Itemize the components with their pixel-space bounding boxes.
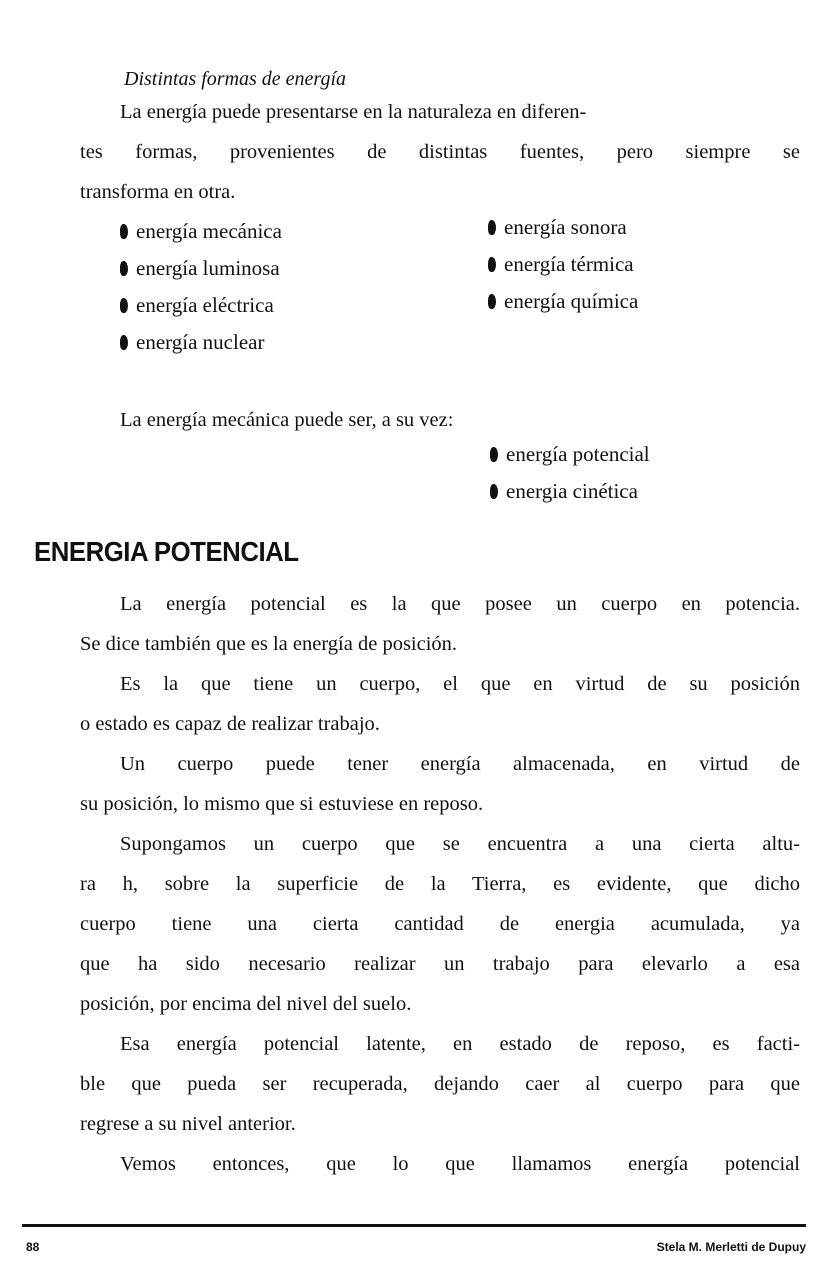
line-text: que ha sido necesario realizar un trabajo para elevarlo a esa	[80, 953, 800, 975]
list-item	[490, 473, 650, 510]
line-text: cuerpo tiene una cierta cantidad de energia acumulada, ya	[80, 913, 800, 935]
line-text: Supongamos un cuerpo que se encuentra a una cierta altu-	[120, 833, 800, 855]
list-item-label: energía eléctrica	[136, 293, 274, 317]
bullet-icon	[120, 335, 128, 350]
bullet-icon	[490, 484, 498, 499]
line	[80, 944, 800, 984]
line	[80, 584, 800, 624]
footer-divider	[22, 1224, 806, 1227]
paragraph	[80, 664, 800, 744]
paragraph	[80, 1024, 800, 1144]
intro-line	[80, 92, 800, 132]
line	[80, 1064, 800, 1104]
paragraph	[80, 824, 800, 1024]
line-text: tes formas, provenientes de distintas fuentes, pero siempre se	[80, 141, 800, 163]
list-item	[488, 246, 638, 283]
page-number: 88	[26, 1240, 40, 1254]
mechanical-intro: La energía mecánica puede ser, a su vez:	[120, 409, 454, 431]
line-text: su posición, lo mismo que si estuviese en reposo.	[80, 793, 484, 815]
line-text: regrese a su nivel anterior.	[80, 1113, 296, 1135]
line-text: Vemos entonces, que lo que llamamos energía potencial	[120, 1153, 800, 1175]
intro-line	[80, 132, 800, 172]
intro-paragraph	[80, 92, 800, 212]
body-text	[80, 584, 800, 1184]
line-text: Se dice también que es la energía de posición.	[80, 633, 458, 655]
line	[80, 1144, 800, 1184]
list-item	[120, 213, 282, 250]
line-text: ra h, sobre la superficie de la Tierra, es evidente, que dicho	[80, 873, 800, 895]
line	[80, 904, 800, 944]
line-text: Un cuerpo puede tener energía almacenada, en virtud de	[120, 753, 800, 775]
line	[80, 984, 800, 1024]
line-text: ble que pueda ser recuperada, dejando caer al cuerpo para que	[80, 1073, 800, 1095]
list-item	[120, 324, 282, 361]
section-heading: ENERGIA POTENCIAL	[34, 536, 299, 567]
line	[80, 784, 800, 824]
line-text: Esa energía potencial latente, en estado de reposo, es facti-	[120, 1033, 800, 1055]
energy-forms-left-list	[120, 213, 282, 361]
intro-line	[80, 172, 800, 212]
bullet-icon	[120, 224, 128, 239]
list-item-label: energia cinética	[506, 479, 638, 503]
bullet-icon	[120, 261, 128, 276]
paragraph	[80, 584, 800, 664]
line	[80, 624, 800, 664]
list-item-label: energía sonora	[504, 215, 627, 239]
footer-author: Stela M. Merletti de Dupuy	[656, 1240, 806, 1254]
line	[80, 1104, 800, 1144]
line-text: Es la que tiene un cuerpo, el que en virtud de su posición	[120, 673, 800, 695]
bullet-icon	[488, 220, 496, 235]
paragraph	[80, 744, 800, 824]
list-item-label: energía nuclear	[136, 330, 265, 354]
section-subtitle: Distintas formas de energía	[124, 68, 347, 90]
bullet-icon	[488, 257, 496, 272]
list-item	[120, 250, 282, 287]
line	[80, 664, 800, 704]
line-text: transforma en otra.	[80, 181, 236, 203]
line	[80, 744, 800, 784]
line	[80, 1024, 800, 1064]
list-item	[490, 436, 650, 473]
bullet-icon	[488, 294, 496, 309]
line	[80, 824, 800, 864]
line-text: posición, por encima del nivel del suelo.	[80, 993, 412, 1015]
list-item-label: energía térmica	[504, 252, 634, 276]
bullet-icon	[120, 298, 128, 313]
line-text: La energía potencial es la que posee un cuerpo en potencia.	[120, 593, 800, 615]
line-text: La energía puede presentarse en la naturaleza en diferen-	[120, 101, 587, 123]
list-item	[488, 283, 638, 320]
list-item-label: energía mecánica	[136, 219, 282, 243]
energy-forms-right-list	[488, 209, 638, 320]
list-item-label: energía química	[504, 289, 639, 313]
list-item-label: energía luminosa	[136, 256, 280, 280]
paragraph	[80, 1144, 800, 1184]
line	[80, 704, 800, 744]
line-text: o estado es capaz de realizar trabajo.	[80, 713, 380, 735]
bullet-icon	[490, 447, 498, 462]
list-item	[120, 287, 282, 324]
list-item-label: energía potencial	[506, 442, 650, 466]
line	[80, 864, 800, 904]
mechanical-types-list	[490, 436, 650, 510]
list-item	[488, 209, 638, 246]
